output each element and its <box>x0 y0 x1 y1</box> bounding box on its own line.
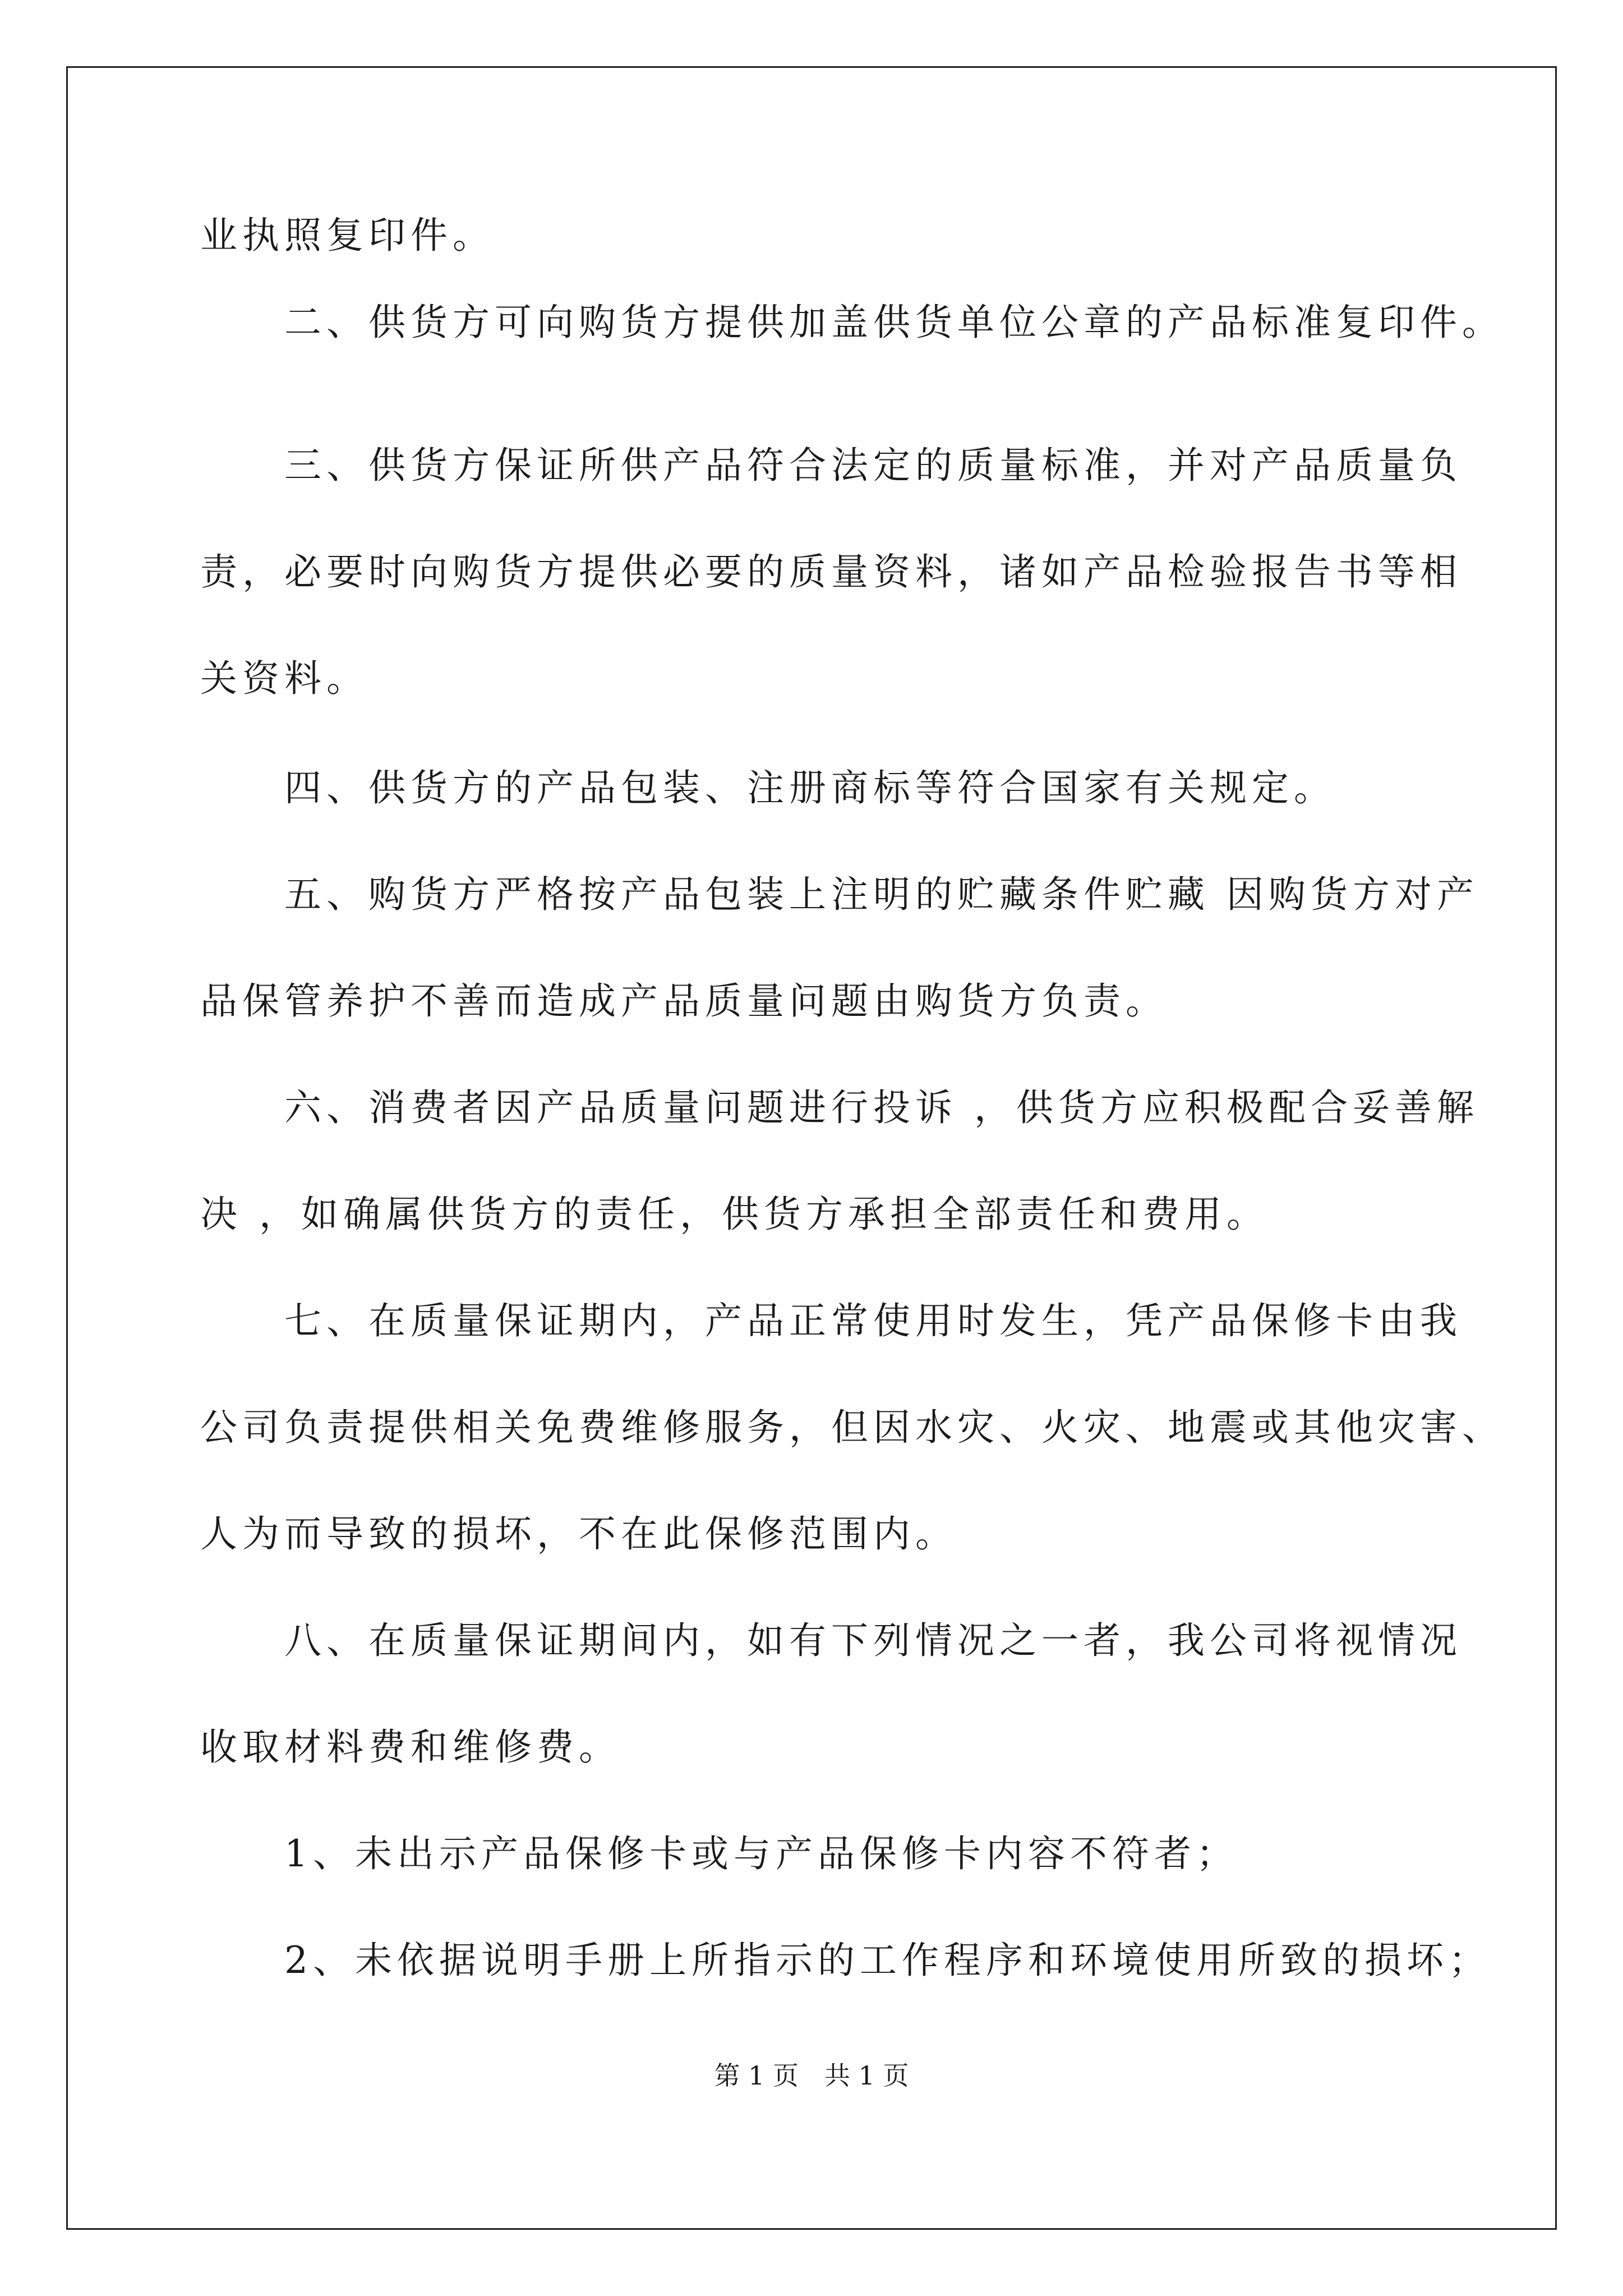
body-line-4: 责，必要时向购货方提供必要的质量资料，诸如产品检验报告书等相 <box>200 550 1462 593</box>
body-line-15: 收取材料费和维修费。 <box>200 1726 621 1769</box>
body-line-5: 关资料。 <box>200 657 368 700</box>
body-line-1: 业执照复印件。 <box>200 214 495 257</box>
body-line-17: 2、未依据说明手册上所指示的工作程序和环境使用所致的损坏； <box>200 1939 1491 1982</box>
body-line-13: 人为而导致的损坏，不在此保修范围内。 <box>200 1512 957 1556</box>
page-border <box>66 66 1557 2230</box>
body-line-6: 四、供货方的产品包装、注册商标等符合国家有关规定。 <box>200 766 1336 809</box>
body-line-11: 七、在质量保证期内，产品正常使用时发生，凭产品保修卡由我 <box>200 1299 1462 1342</box>
body-line-10: 决 ，如确属供货方的责任，供货方承担全部责任和费用。 <box>200 1193 1269 1236</box>
page-footer: 第 1 页 共 1 页 <box>714 2060 909 2091</box>
body-line-8: 品保管养护不善而造成产品质量问题由购货方负责。 <box>200 979 1168 1023</box>
body-line-14: 八、在质量保证期间内，如有下列情况之一者，我公司将视情况 <box>200 1619 1462 1662</box>
body-line-3: 三、供货方保证所供产品符合法定的质量标准，并对产品质量负 <box>200 444 1462 487</box>
body-line-7: 五、购货方严格按产品包装上注明的贮藏条件贮藏 因购货方对产 <box>200 873 1479 916</box>
body-line-2: 二、供货方可向购货方提供加盖供货单位公章的产品标准复印件。 <box>200 301 1504 344</box>
body-line-16: 1、未出示产品保修卡或与产品保修卡内容不符者； <box>200 1832 1238 1875</box>
body-line-12: 公司负责提供相关免费维修服务，但因水灾、火灾、地震或其他灾害、 <box>200 1406 1504 1449</box>
body-line-9: 六、消费者因产品质量问题进行投诉 ，供货方应积极配合妥善解 <box>200 1086 1479 1129</box>
